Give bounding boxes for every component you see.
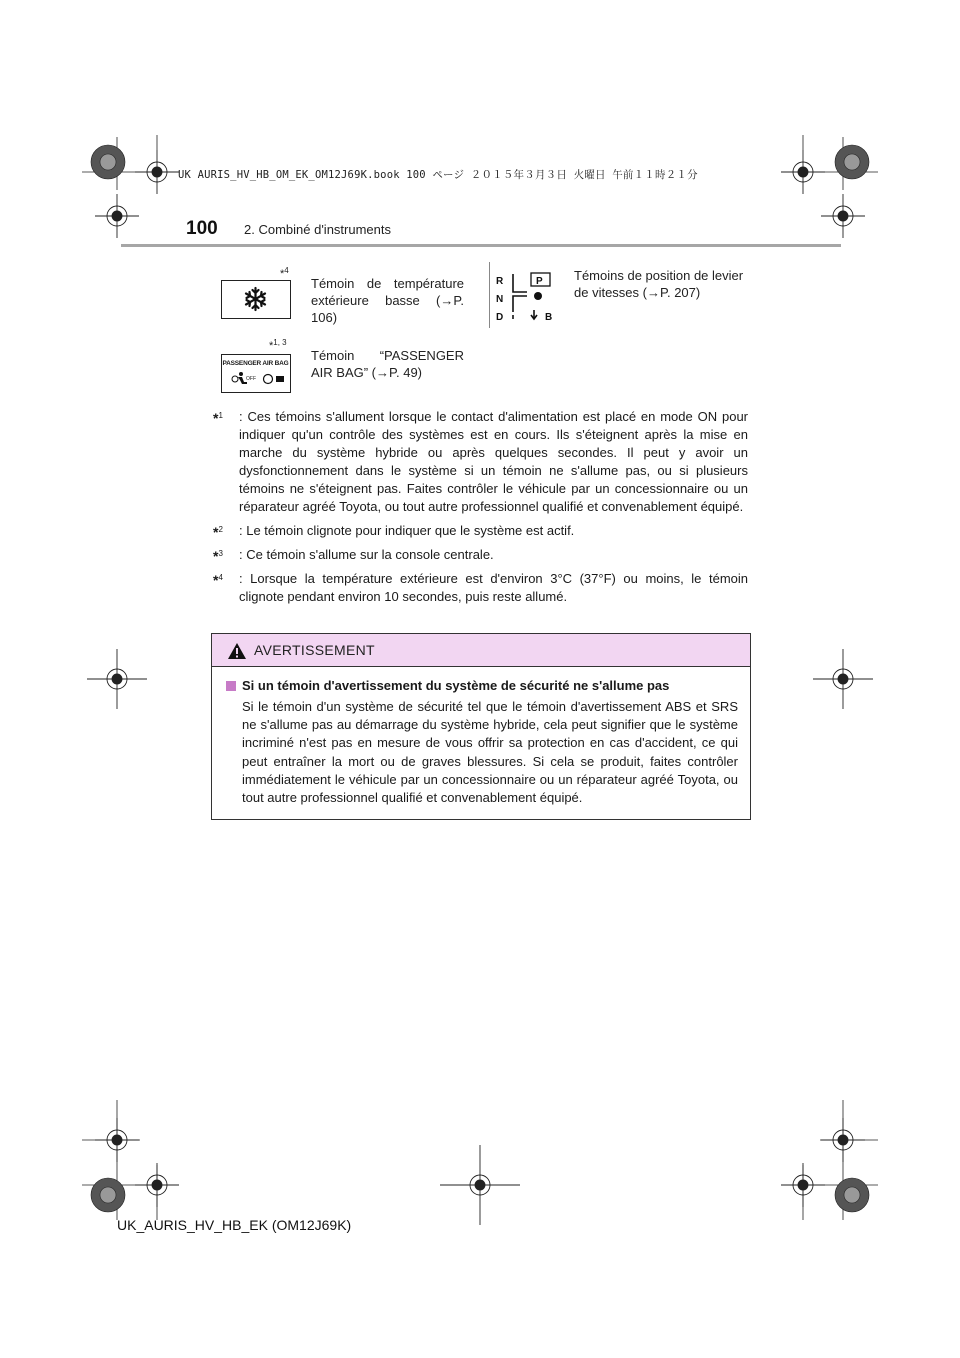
- document-id: UK_AURIS_HV_HB_EK (OM12J69K): [117, 1217, 352, 1233]
- indicator-description: Témoins de position de levier de vitesses (→P. 207): [574, 268, 744, 300]
- shift-letter-r: R: [496, 276, 504, 287]
- warning-subheading: Si un témoin d'avertissement du système de sécurité ne s'allume pas: [226, 677, 738, 695]
- warning-box: [211, 633, 751, 820]
- warning-triangle-icon: [227, 642, 247, 660]
- indicator-description: Témoin “PASSENGER AIR BAG” (→P. 49): [311, 348, 464, 380]
- indicator-description: Témoin de température extérieure basse (→P. 106): [311, 276, 464, 325]
- airbag-icon-off: OFF: [246, 376, 256, 382]
- shift-letter-b: B: [545, 312, 553, 323]
- warning-body: [212, 667, 750, 807]
- footnote-2: *$^2$ : Le témoin clignote pour indiquer que le système est actif.: [213, 523, 575, 540]
- passenger-airbag-icon: [221, 354, 291, 393]
- shift-letter-p: P: [536, 276, 543, 287]
- indicator-table: [221, 262, 752, 394]
- footnote-4: *$^4$ : Lorsque la température extérieure est d'environ 3°C (37°F) ou moins, le témoin clignote pendant environ 10 secondes, puis reste allumé.: [213, 571, 748, 604]
- footnote-star: *$^4$: [280, 266, 289, 280]
- footnote-1: *$^1$ : Ces témoins s'allument lorsque le contact d'alimentation est placé en mode ON pour indiquer qu'un contrôle des systèmes est en cours. Ils s'éteignent après la mise en marche du système hybride ou après quelques secondes. Il peut y avoir un dysfonctionnement dans le système si un témoin ne s'allume pas, ou si plusieurs témoins ne s'éteignent pas. Faites contrôler le véhicule par un concessionnaire ou un réparateur agréé Toyota, ou tout autre professionnel qualifié et convenablement équipé.: [213, 409, 748, 514]
- footnote-star: *$^{1, 3}$: [269, 338, 287, 352]
- page-number: 100: [186, 218, 218, 239]
- column-divider: [489, 262, 490, 328]
- snowflake-icon: [221, 280, 291, 319]
- footnotes: [213, 408, 748, 612]
- square-bullet-icon: [226, 681, 236, 691]
- footnote-3: *$^3$ : Ce témoin s'allume sur la console centrale.: [213, 547, 494, 564]
- section-title: 2. Combiné d'instruments: [244, 222, 391, 237]
- warning-header: [212, 634, 750, 667]
- print-meta-line: UK AURIS_HV_HB_OM_EK_OM12J69K.book 100 ページ ２０１５年３月３日 火曜日 午前１１時２１分: [178, 169, 698, 181]
- shift-letter-n: N: [496, 294, 504, 305]
- warning-text: Si le témoin d'un système de sécurité tel que le témoin d'avertissement ABS et SRS ne s'allume pas au démarrage du système hybride, cela peut signifier que le système incriminé n'est pas en mesure de vous offrir sa protection en cas d'accident, ce qui peut entraîner la mort ou de graves blessures. Si cela se produit, faites contrôler immédiatement le véhicule par un concessionnaire ou un réparateur agréé Toyota, ou tout autre professionnel qualifié et convenablement équipé.: [242, 699, 738, 806]
- airbag-icon-label: PASSENGER AIR BAG: [222, 360, 289, 367]
- shift-letter-d: D: [496, 312, 504, 323]
- header-rule: [121, 244, 841, 247]
- shift-position-icon: [493, 270, 555, 324]
- warning-title: AVERTISSEMENT: [254, 642, 375, 658]
